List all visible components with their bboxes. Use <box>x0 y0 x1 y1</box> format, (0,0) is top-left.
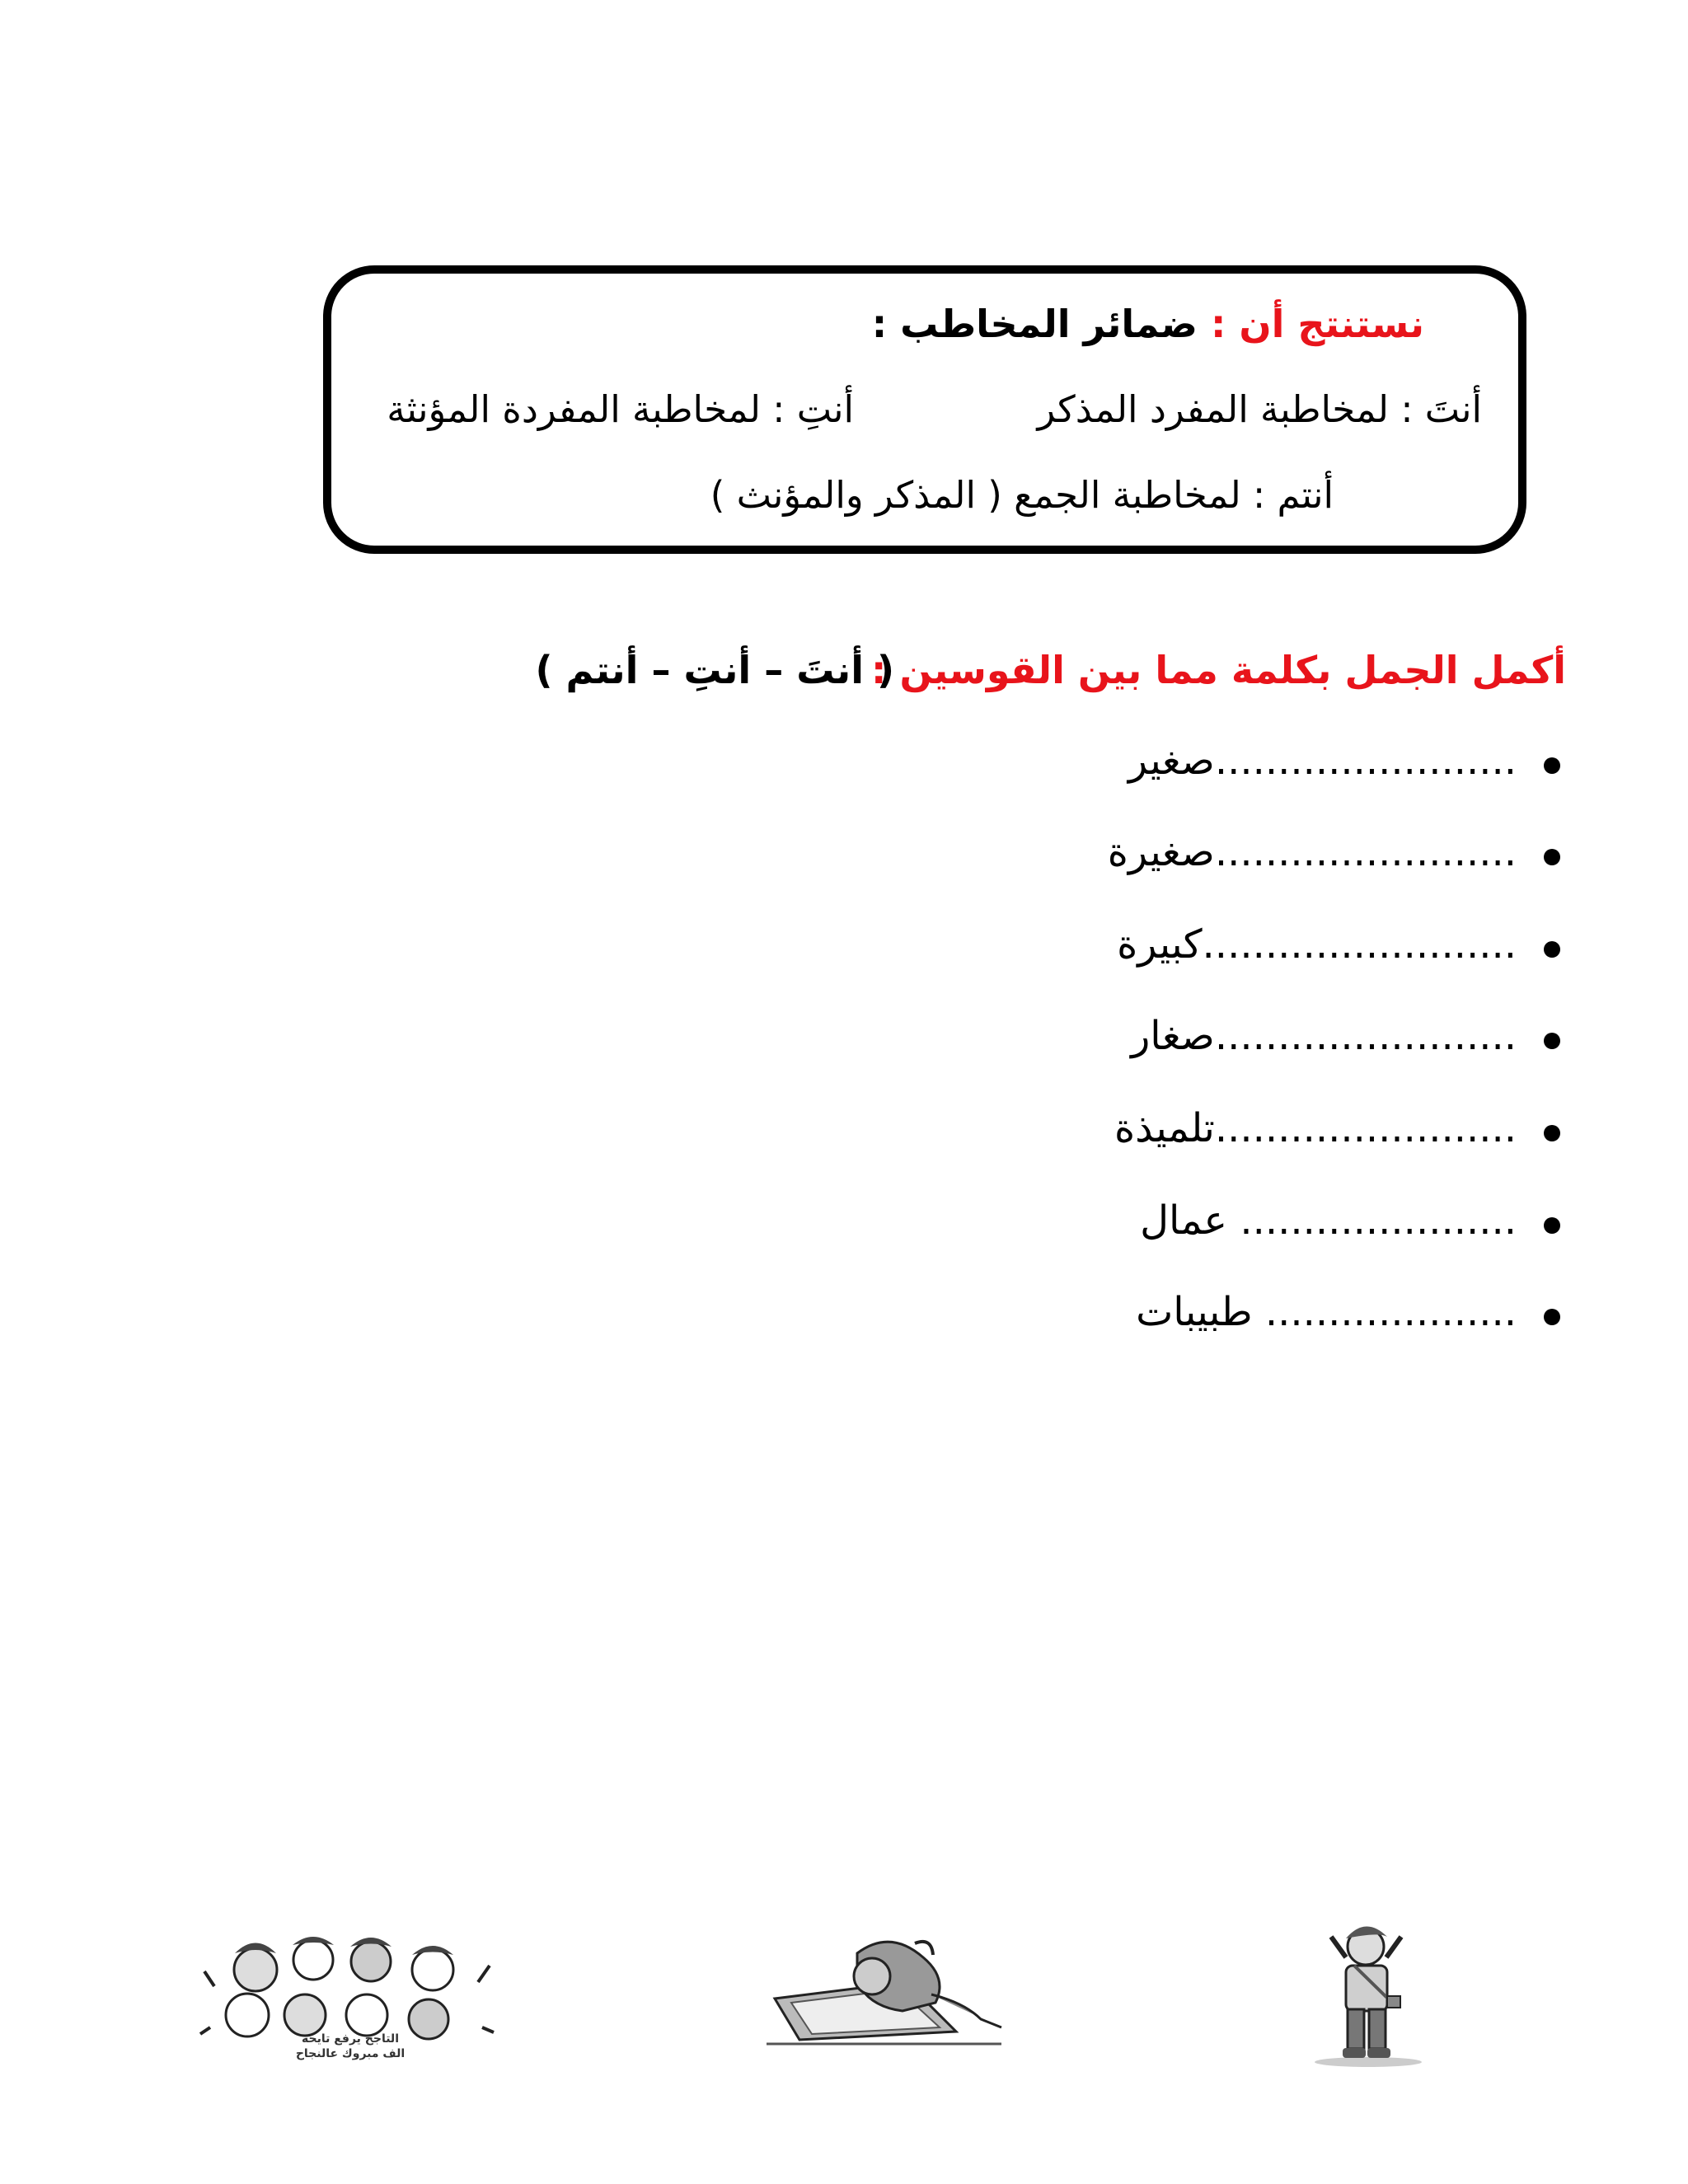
answer-blank[interactable]: ........................ <box>1214 1013 1517 1059</box>
item-word: كبيرة <box>1117 921 1203 968</box>
bullet-icon <box>1544 1309 1560 1325</box>
exercise-item <box>1128 738 1517 784</box>
item-word: عمال <box>1140 1197 1228 1244</box>
bullet-icon <box>1544 849 1560 865</box>
rule-anta: أنتَ : لمخاطبة المفرد المذكر <box>1037 387 1482 431</box>
answer-blank[interactable]: ........................ <box>1214 829 1517 875</box>
bullet-icon <box>1544 1033 1560 1049</box>
caption-line1: التاجح يرفع تايحه <box>301 2032 400 2046</box>
bullet-icon <box>1544 941 1560 958</box>
rule-title-topic: ضمائر المخاطب : <box>871 302 1198 346</box>
standing-boy-illustration <box>1306 1920 1430 2069</box>
exercise-item <box>1136 1289 1517 1335</box>
answer-blank[interactable]: .................... <box>1264 1289 1517 1335</box>
rule-antum: أنتم : لمخاطبة الجمع ( المذكر والمؤنث ) <box>710 473 1334 517</box>
rule-title <box>872 302 1424 346</box>
caption-line2: الف مبروك عالنجاح <box>295 2047 406 2060</box>
exercise-item <box>1108 829 1517 875</box>
exercise-item <box>1117 921 1517 968</box>
exercise-instruction: أكمل الجمل بكلمة مما بين القوسين : <box>871 648 1566 692</box>
item-word: صغير <box>1128 738 1215 784</box>
bullet-icon <box>1544 1217 1560 1234</box>
item-word: طبيبات <box>1136 1289 1253 1335</box>
answer-blank[interactable]: ......................... <box>1202 921 1517 968</box>
answer-blank[interactable]: ........................ <box>1214 738 1517 784</box>
exercise-item <box>1140 1197 1517 1244</box>
studying-girl-illustration <box>767 1937 1006 2048</box>
exercise-item <box>1131 1013 1517 1059</box>
rule-anti: أنتِ : لمخاطبة المفردة المؤنثة <box>387 387 854 431</box>
exercise-choices: ( أنتَ – أنتِ – أنتم ) <box>535 648 894 692</box>
item-word: صغيرة <box>1107 829 1215 875</box>
exercise-item <box>1114 1105 1517 1151</box>
bullet-icon <box>1544 757 1560 774</box>
answer-blank[interactable]: ........................ <box>1214 1105 1517 1151</box>
item-word: صغار <box>1131 1013 1215 1059</box>
bullet-icon <box>1544 1125 1560 1141</box>
kids-faces <box>226 1940 453 2039</box>
rule-title-conclusion: نستنتج أن : <box>1210 302 1424 346</box>
answer-blank[interactable]: ...................... <box>1240 1197 1517 1244</box>
cheering-kids-illustration <box>198 1937 503 2060</box>
item-word: تلميذة <box>1114 1105 1215 1151</box>
